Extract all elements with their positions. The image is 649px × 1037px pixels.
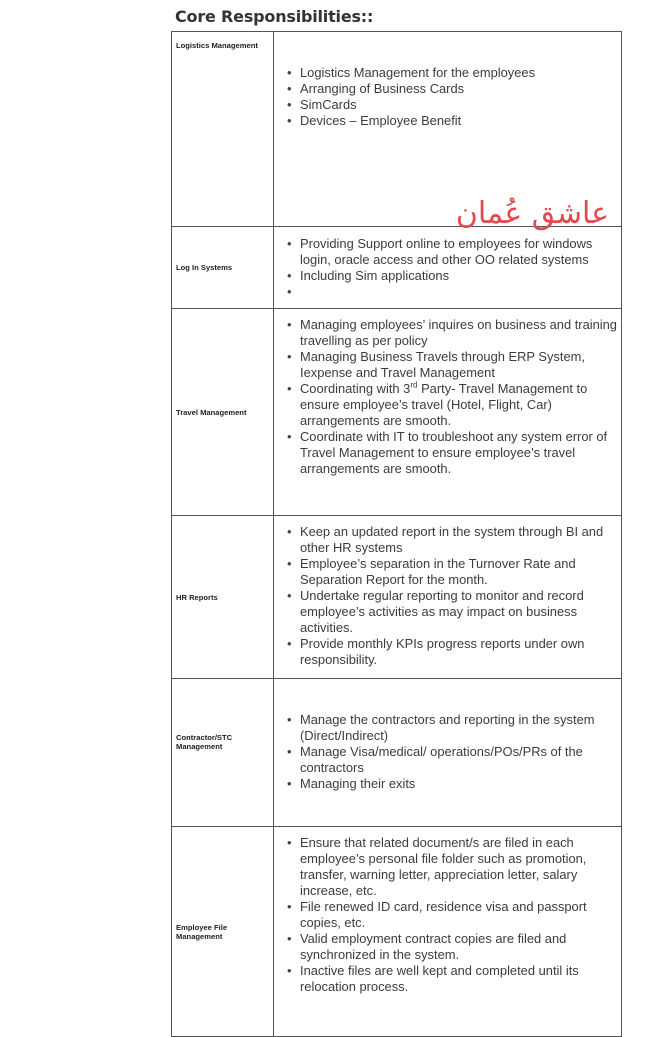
list-item: • Arranging of Business Cards [274,81,621,97]
section-heading: Core Responsibilities:: [175,7,374,26]
row-label: Logistics Management [176,41,258,50]
table-row-contractor [172,679,622,827]
row-label: Log In Systems [176,263,233,272]
table-row-employee-file [172,827,622,1037]
superscript-text: rd [410,380,418,390]
list-item: • Managing employees’ inquires on business and training travelling as per policy [274,317,621,349]
responsibilities-table [171,31,622,1037]
bullet-list [274,227,621,300]
item-text-post: Party- Travel Management to ensure employee’s travel (Hotel, Flight, Car) arrangements are smooth. [300,381,588,428]
content-cell [274,679,622,827]
list-item: • Logistics Management for the employees [274,65,621,81]
list-item: • Inactive files are well kept and completed until its relocation process. [274,963,621,995]
table-row-logistics [172,32,622,227]
row-label: Employee File Management [176,922,228,941]
row-label: HR Reports [176,592,218,602]
list-item: • Provide monthly KPIs progress reports under own responsibility. [274,636,621,668]
list-item: • Manage Visa/medical/ operations/POs/PRs of the contractors [274,744,621,776]
list-item: • Valid employment contract copies are filed and synchronized in the system. [274,931,621,963]
row-label: Travel Management [176,407,247,417]
list-item: • Providing Support online to employees for windows login, oracle access and other OO related systems [274,236,621,268]
table-row-login-systems [172,227,622,309]
label-cell [172,827,274,1037]
bullet-list [274,309,621,477]
label-cell [172,516,274,679]
item-text-pre: Coordinating with 3 [300,381,411,396]
list-item: • Including Sim applications [274,268,621,284]
list-item [274,284,621,300]
list-item: • Devices – Employee Benefit [274,113,621,129]
label-cell [172,32,274,227]
list-item: • Keep an updated report in the system through BI and other HR systems [274,524,621,556]
row-label: Contractor/STC Management [176,732,233,751]
content-cell [274,516,622,679]
list-item: • Ensure that related document/s are filed in each employee’s personal file folder such as promotion, transfer, warning letter, appreciation letter, salary increase, etc. [274,835,621,899]
list-item: • File renewed ID card, residence visa and passport copies, etc. [274,899,621,931]
bullet-list [274,679,621,792]
table-row-travel [172,309,622,516]
list-item: • Coordinate with IT to troubleshoot any system error of Travel Management to ensure employee’s travel arrangements are smooth. [274,429,621,477]
bullet-list [274,516,621,668]
table-row-hr-reports [172,516,622,679]
list-item: • Managing Business Travels through ERP System, Iexpense and Travel Management [274,349,621,381]
list-item: • Undertake regular reporting to monitor and record employee’s activities as may impact on business activities. [274,588,621,636]
content-cell [274,32,622,231]
list-item: • Manage the contractors and reporting in the system (Direct/Indirect) [274,712,621,744]
list-item [274,381,621,429]
list-item: • Employee’s separation in the Turnover Rate and Separation Report for the month. [274,556,621,588]
label-cell [172,227,274,309]
watermark-text: عاشق عُمان [455,196,609,231]
label-cell [172,679,274,827]
content-cell [274,227,622,309]
bullet-list [274,827,621,995]
content-cell [274,827,622,1037]
list-item: • Managing their exits [274,776,621,792]
list-item: • SimCards [274,97,621,113]
bullet-list [274,32,621,129]
label-cell [172,309,274,516]
content-cell [274,309,622,516]
